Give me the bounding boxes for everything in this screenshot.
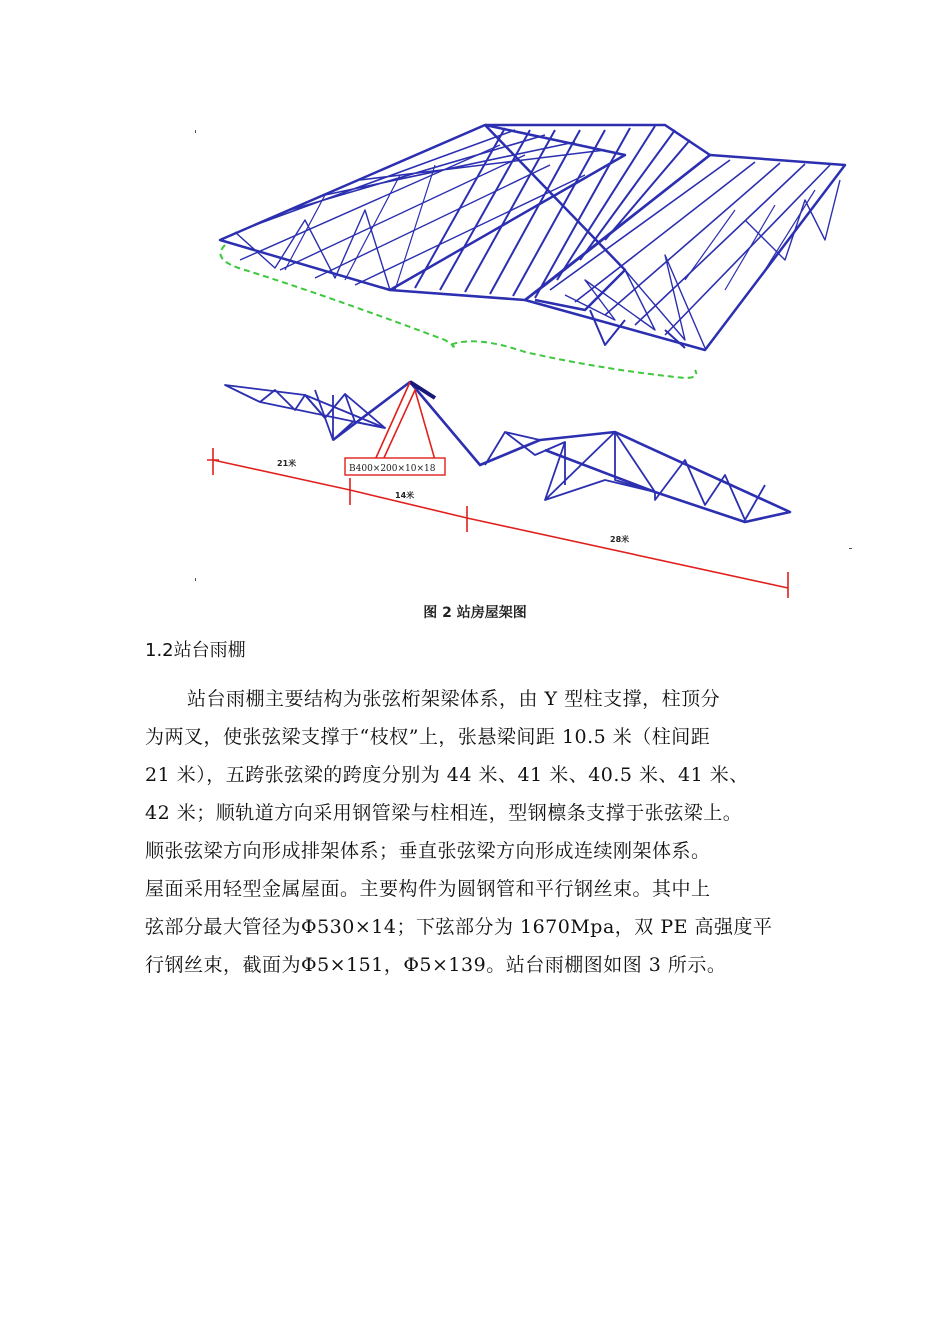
paragraph-line: 21 米），五跨张弦梁的跨度分别为 44 米、41 米、40.5 米、41 米、 bbox=[145, 764, 749, 786]
paragraph-line: 行钢丝束，截面为Φ5×151，Φ5×139。站台雨棚图如图 3 所示。 bbox=[145, 954, 727, 976]
paragraph-line: 为两叉，使张弦梁支撑于“枝杈”上，张悬梁间距 10.5 米（柱间距 bbox=[145, 726, 711, 748]
section-title: 1.2站台雨棚 bbox=[145, 640, 246, 661]
truss-profile bbox=[225, 382, 790, 522]
dimension-lines bbox=[207, 382, 788, 598]
paragraph-line: 屋面采用轻型金属屋面。主要构件为圆钢管和平行钢丝束。其中上 bbox=[145, 878, 711, 900]
corner-marks bbox=[195, 130, 852, 581]
roof-3d-model bbox=[220, 125, 845, 350]
dim-label-21m: 21米 bbox=[277, 459, 297, 468]
roof-truss-figure bbox=[185, 120, 865, 600]
paragraph-line: 站台雨棚主要结构为张弦桁架梁体系，由 Y 型柱支撑，柱顶分 bbox=[187, 688, 721, 710]
paragraph-line: 弦部分最大管径为Φ530×14；下弦部分为 1670Mpa，双 PE 高强度平 bbox=[145, 916, 773, 938]
paragraph-line: 顺张弦梁方向形成排架体系；垂直张弦梁方向形成连续刚架体系。 bbox=[145, 840, 711, 862]
figure-caption: 图 2 站房屋架图 bbox=[423, 605, 527, 621]
dim-label-28m: 28米 bbox=[610, 535, 630, 544]
section-label: B400×200×10×18 bbox=[349, 464, 436, 474]
dim-label-14m: 14米 bbox=[395, 491, 415, 500]
body-paragraph bbox=[145, 680, 845, 984]
paragraph-line: 42 米；顺轨道方向采用钢管梁与柱相连，型钢檩条支撑于张弦梁上。 bbox=[145, 802, 743, 824]
